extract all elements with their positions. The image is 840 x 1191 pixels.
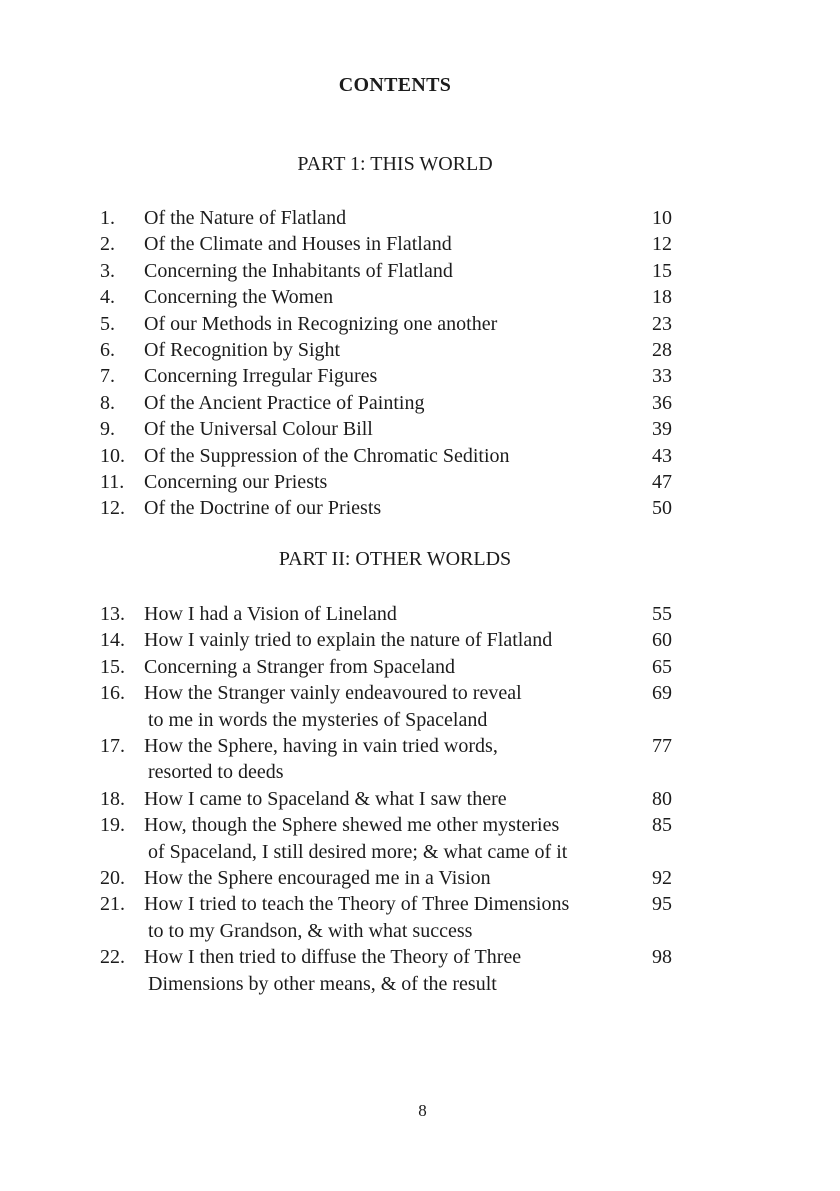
chapter-title (144, 812, 632, 865)
toc-entry (100, 680, 672, 733)
toc-entry (100, 443, 672, 469)
toc-entry (100, 944, 672, 997)
chapter-title-line: of Spaceland, I still desired more; & what came of it (148, 840, 568, 863)
chapter-number: 17. (100, 735, 125, 758)
chapter-title-line: resorted to deeds (148, 761, 284, 784)
chapter-title (144, 627, 632, 653)
chapter-number: 4. (100, 286, 115, 309)
chapter-title (144, 469, 632, 495)
toc-list-part-2 (100, 601, 672, 997)
chapter-title (144, 205, 632, 231)
chapter-title-line: Concerning the Women (144, 286, 334, 309)
chapter-title (144, 443, 632, 469)
toc-entry (100, 311, 672, 337)
chapter-title (144, 363, 632, 389)
chapter-page-number: 85 (652, 814, 672, 837)
chapter-page-number: 12 (652, 233, 672, 256)
toc-entry (100, 865, 672, 891)
chapter-page-number: 95 (652, 893, 672, 916)
chapter-title (144, 284, 632, 310)
chapter-title-line: Of the Nature of Flatland (144, 207, 347, 229)
chapter-number: 20. (100, 867, 125, 890)
chapter-title-line: Of the Ancient Practice of Painting (144, 391, 425, 414)
chapter-number: 8. (100, 391, 115, 414)
chapter-title-line: Concerning Irregular Figures (144, 365, 378, 388)
chapter-title (144, 733, 632, 786)
toc-entry (100, 258, 672, 284)
toc-entry (100, 337, 672, 363)
chapter-title-line: Dimensions by other means, & of the result (148, 972, 497, 995)
page-title: CONTENTS (338, 74, 452, 96)
chapter-page-number: 36 (652, 391, 672, 414)
toc-entry (100, 205, 672, 231)
chapter-page-number: 80 (652, 787, 672, 810)
chapter-number: 14. (100, 629, 125, 652)
chapter-page-number: 28 (652, 339, 672, 362)
chapter-number: 16. (100, 682, 125, 705)
chapter-title (144, 786, 632, 812)
toc-entry (100, 390, 672, 416)
chapter-number: 21. (100, 893, 125, 916)
chapter-number: 13. (100, 603, 125, 625)
toc-entry (100, 601, 672, 627)
toc-list-part-1 (100, 205, 672, 522)
chapter-title-line: How I came to Spaceland & what I saw there (144, 787, 507, 810)
chapter-title-line: Of the Doctrine of our Priests (144, 497, 382, 520)
toc-entry (100, 284, 672, 310)
chapter-title-line: to to my Grandson, & with what success (148, 919, 473, 942)
chapter-number: 15. (100, 655, 125, 678)
toc-entry (100, 627, 672, 653)
chapter-page-number: 69 (652, 682, 672, 705)
chapter-title-line: Of Recognition by Sight (144, 339, 341, 362)
chapter-title-line: Of the Climate and Houses in Flatland (144, 233, 452, 256)
chapter-title (144, 231, 632, 257)
chapter-page-number: 65 (652, 655, 672, 678)
toc-entry (100, 812, 672, 865)
chapter-number: 18. (100, 787, 125, 810)
chapter-number: 9. (100, 418, 115, 441)
chapter-page-number: 23 (652, 312, 672, 335)
chapter-title-line: How the Stranger vainly endeavoured to reveal (144, 682, 522, 705)
chapter-title-line: Concerning the Inhabitants of Flatland (144, 259, 453, 282)
chapter-title (144, 495, 632, 521)
toc-entry (100, 416, 672, 442)
chapter-title-line: How I vainly tried to explain the nature of Flatland (144, 629, 553, 652)
chapter-title (144, 654, 632, 680)
chapter-title-line: How the Sphere encouraged me in a Vision (144, 867, 491, 890)
part-heading-this-world: PART 1: THIS WORLD (297, 153, 493, 175)
chapter-page-number: 47 (652, 471, 672, 494)
toc-entry (100, 363, 672, 389)
chapter-page-number: 10 (652, 207, 672, 229)
chapter-page-number: 15 (652, 259, 672, 282)
toc-entry (100, 786, 672, 812)
chapter-page-number: 43 (652, 444, 672, 467)
chapter-title (144, 865, 632, 891)
chapter-page-number: 18 (652, 286, 672, 309)
chapter-title-line: Of the Universal Colour Bill (144, 418, 373, 441)
page-number: 8 (418, 1101, 427, 1120)
chapter-number: 2. (100, 233, 115, 256)
chapter-title-line: Of our Methods in Recognizing one another (144, 312, 498, 335)
toc-entry (100, 891, 672, 944)
toc-entry (100, 231, 672, 257)
chapter-title (144, 944, 632, 997)
chapter-title (144, 891, 632, 944)
toc-entry (100, 495, 672, 521)
chapter-page-number: 60 (652, 629, 672, 652)
chapter-title-line: to me in words the mysteries of Spaceland (148, 708, 488, 731)
chapter-title (144, 311, 632, 337)
chapter-page-number: 92 (652, 867, 672, 890)
chapter-title (144, 258, 632, 284)
chapter-title-line: How I tried to teach the Theory of Three Dimensions (144, 893, 570, 916)
toc-entry (100, 469, 672, 495)
chapter-title (144, 416, 632, 442)
part-heading-other-worlds: PART II: OTHER WORLDS (278, 548, 512, 570)
chapter-number: 1. (100, 207, 115, 229)
chapter-title (144, 601, 632, 627)
chapter-title-line: How, though the Sphere shewed me other mysteries (144, 814, 560, 837)
chapter-page-number: 98 (652, 946, 672, 969)
chapter-number: 3. (100, 259, 115, 282)
toc-entry (100, 733, 672, 786)
chapter-page-number: 50 (652, 497, 672, 520)
chapter-number: 12. (100, 497, 125, 520)
chapter-number: 7. (100, 365, 115, 388)
chapter-title-line: Concerning our Priests (144, 471, 328, 494)
chapter-title-line: Concerning a Stranger from Spaceland (144, 655, 456, 678)
chapter-page-number: 33 (652, 365, 672, 388)
chapter-number: 6. (100, 339, 115, 362)
chapter-page-number: 39 (652, 418, 672, 441)
chapter-title (144, 680, 632, 733)
chapter-page-number: 55 (652, 603, 672, 625)
chapter-page-number: 77 (652, 735, 672, 758)
chapter-title-line: How I then tried to diffuse the Theory of Three (144, 946, 522, 969)
chapter-title-line: Of the Suppression of the Chromatic Sedition (144, 444, 510, 467)
chapter-title-line: How the Sphere, having in vain tried words, (144, 735, 498, 758)
chapter-title-line: How I had a Vision of Lineland (144, 603, 397, 625)
chapter-number: 22. (100, 946, 125, 969)
chapter-number: 19. (100, 814, 125, 837)
chapter-title (144, 337, 632, 363)
chapter-number: 11. (100, 471, 125, 494)
chapter-number: 5. (100, 312, 115, 335)
chapter-number: 10. (100, 444, 125, 467)
chapter-title (144, 390, 632, 416)
toc-entry (100, 654, 672, 680)
